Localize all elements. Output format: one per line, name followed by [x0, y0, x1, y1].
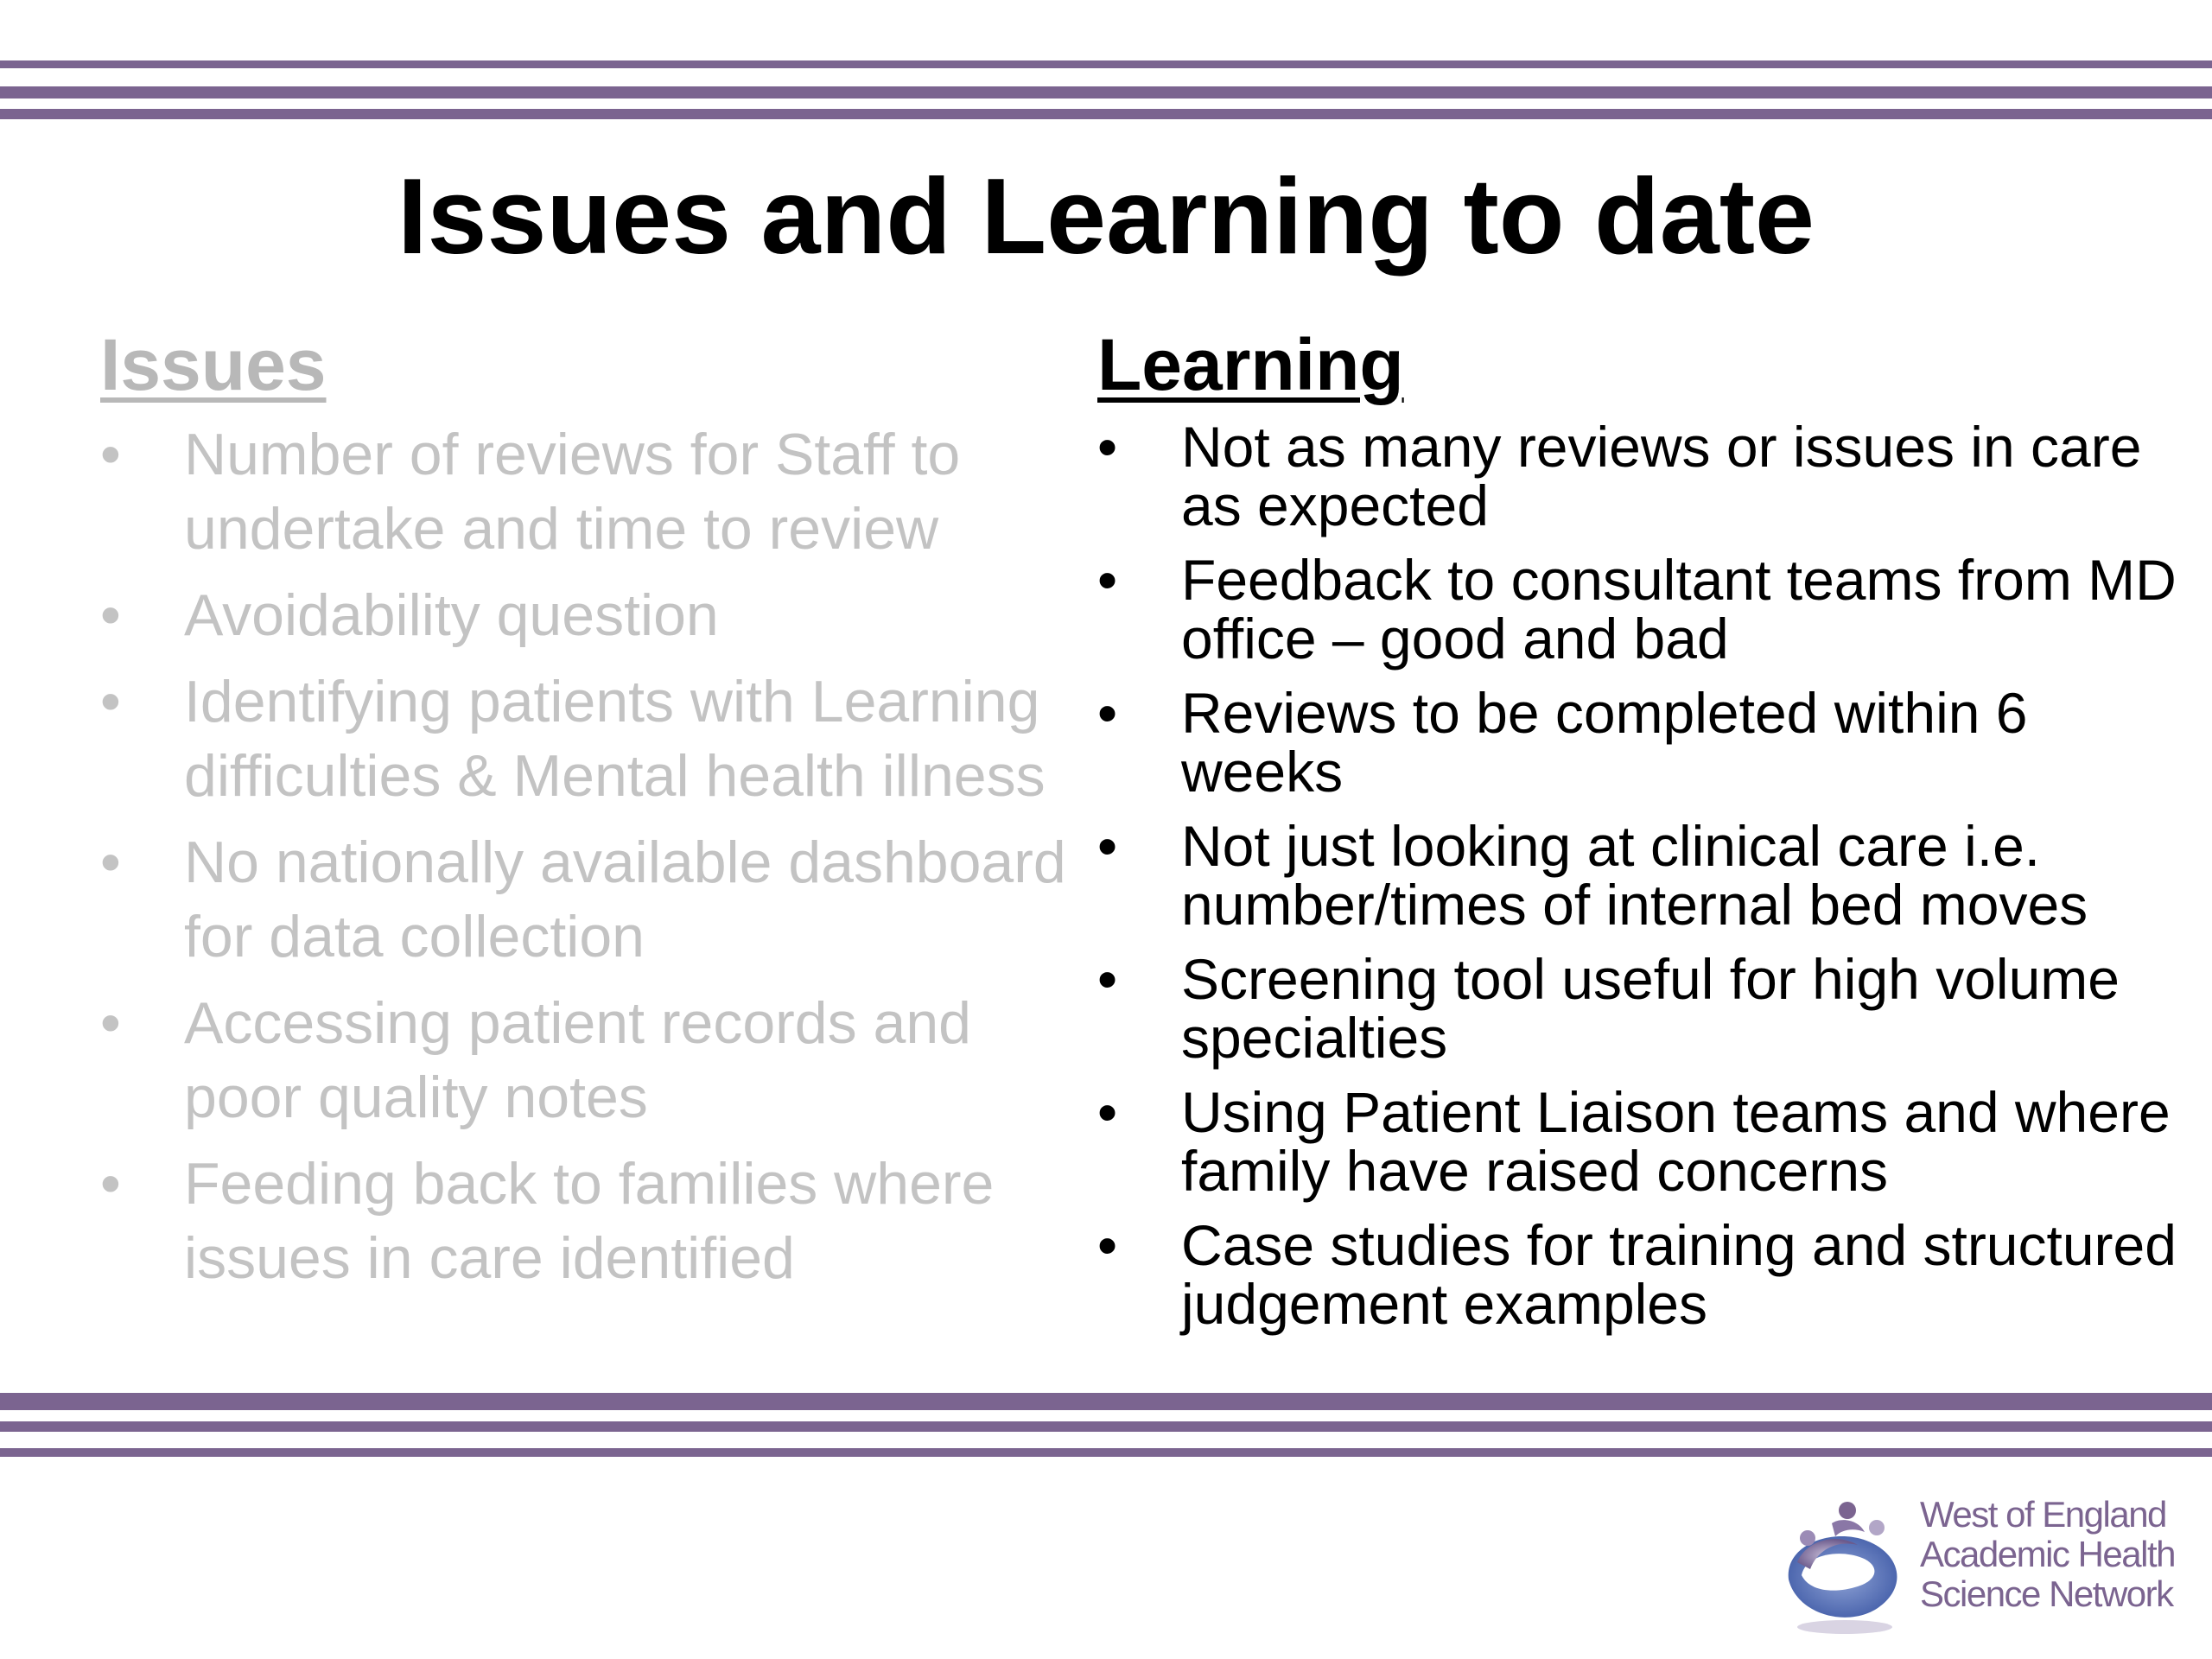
top-stripe-1 [0, 60, 2212, 68]
bottom-stripe-1 [0, 1393, 2212, 1410]
learning-item-text: Feedback to consultant teams from MD office – good and bad [1181, 547, 2177, 671]
issues-item-text: No nationally available dashboard for data collection [184, 829, 1066, 969]
bottom-stripe-2 [0, 1421, 2212, 1432]
learning-list-item [1097, 547, 2177, 671]
issues-list-item [100, 578, 1085, 652]
bullet-icon: • [1097, 813, 1118, 878]
people-circle-logo-icon [1771, 1493, 1918, 1640]
bullet-icon: • [1097, 946, 1118, 1011]
learning-item-text: Reviews to be completed within 6 weeks [1181, 680, 2028, 804]
learning-list-item [1097, 813, 2177, 937]
learning-item-text: Screening tool useful for high volume specialties [1181, 946, 2120, 1070]
learning-list-item [1097, 680, 2177, 804]
issues-list-item [100, 825, 1085, 974]
bullet-icon: • [1097, 414, 1118, 479]
learning-item-text: Not just looking at clinical care i.e. number/times of internal bed moves [1181, 813, 2088, 937]
learning-item-text: Not as many reviews or issues in care as expected [1181, 414, 2142, 537]
logo-line: West of England [1920, 1494, 2166, 1535]
issues-column [100, 323, 1085, 1307]
logo-line: Science Network [1920, 1573, 2173, 1614]
top-stripe-3 [0, 109, 2212, 119]
issues-item-text: Identifying patients with Learning difficulties & Mental health illness [184, 668, 1046, 809]
issues-list [100, 417, 1085, 1295]
top-stripe-2 [0, 86, 2212, 99]
issues-item-text: Feeding back to families where issues in care identified [184, 1150, 995, 1291]
organisation-logo [1771, 1486, 2186, 1642]
bullet-icon: • [1097, 547, 1118, 612]
issues-item-text: Avoidability question [184, 582, 719, 648]
issues-list-item [100, 664, 1085, 813]
bullet-icon: • [100, 1150, 121, 1217]
bullet-icon: • [100, 989, 121, 1056]
slide-title: Issues and Learning to date [397, 157, 1815, 276]
issues-list-item [100, 417, 1085, 566]
issues-item-text: Number of reviews for Staff to undertake and time to review [184, 421, 961, 562]
bullet-icon: • [100, 829, 121, 895]
learning-item-text: Using Patient Liaison teams and where family have raised concerns [1181, 1079, 2171, 1203]
learning-list-item [1097, 1212, 2177, 1336]
issues-list-item [100, 1147, 1085, 1295]
learning-list-item [1097, 414, 2177, 537]
bullet-icon: • [100, 582, 121, 648]
logo-text [1920, 1495, 2179, 1614]
issues-heading: Issues [100, 324, 327, 405]
issues-item-text: Accessing patient records and poor quality notes [184, 989, 971, 1130]
bullet-icon: • [100, 421, 121, 487]
learning-item-text: Case studies for training and structured judgement examples [1181, 1212, 2177, 1336]
bottom-stripe-3 [0, 1448, 2212, 1457]
bullet-icon: • [1097, 1079, 1118, 1144]
learning-list-item [1097, 946, 2177, 1070]
bullet-icon: • [100, 668, 121, 734]
learning-column [1097, 323, 2177, 1349]
bullet-icon: • [1097, 1212, 1118, 1277]
learning-heading: Learning [1097, 324, 1404, 405]
issues-list-item [100, 986, 1085, 1135]
learning-list [1097, 414, 2177, 1336]
learning-list-item [1097, 1079, 2177, 1203]
logo-line: Academic Health [1920, 1534, 2175, 1574]
bullet-icon: • [1097, 680, 1118, 745]
